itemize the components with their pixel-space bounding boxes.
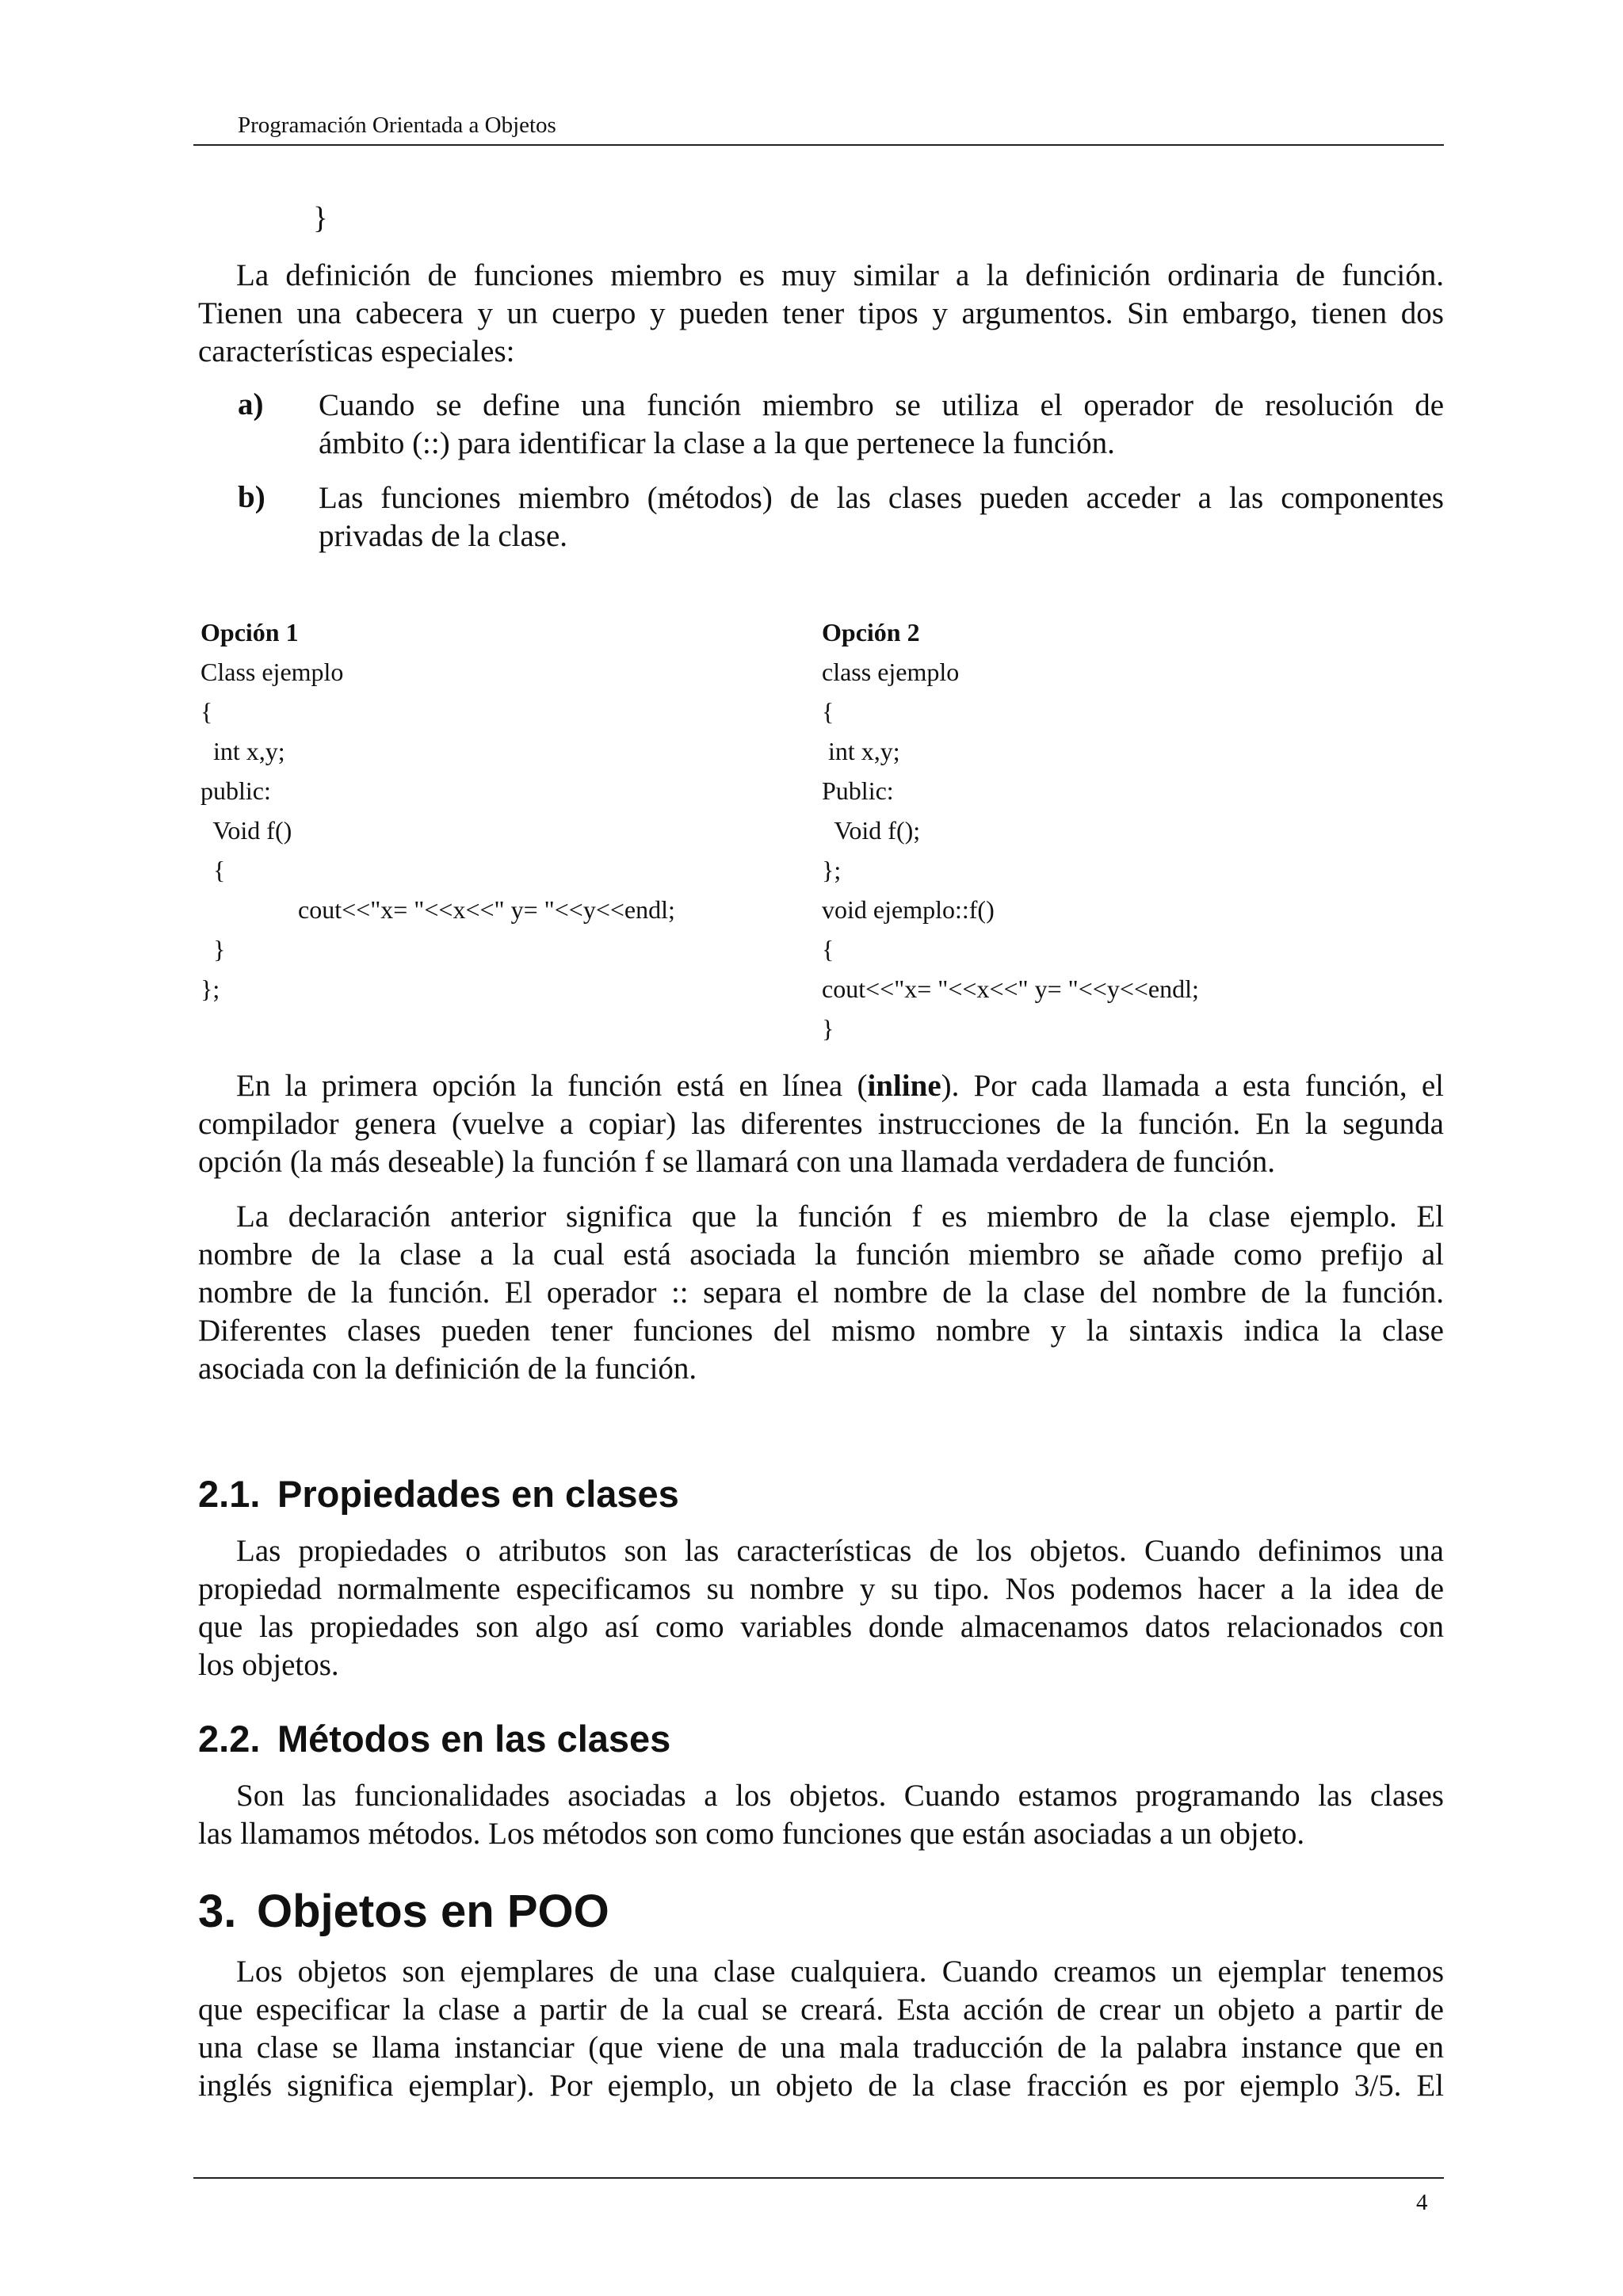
option1-code-line: { [200,697,213,726]
list-label-b: b) [238,480,265,514]
section-number: 2.1. [198,1473,261,1515]
section-line: los objetos. [198,1648,339,1682]
inline-line-end: ). Por cada llamada a esta función, el [941,1069,1444,1103]
footer-rule [193,2177,1444,2179]
intro-line: Tienen una cabecera y un cuerpo y pueden tener tipos y argumentos. Sin embargo, tienen dos [198,296,1444,330]
option2-code-line: } [822,1014,834,1043]
inline-line [198,1067,1444,1105]
inline-line-start: En la primera opción la función está en línea ( [236,1069,868,1103]
list-item-a [319,387,1444,463]
option2-code-line: cout<<"x= "<<x<<" y= "<<y<<endl; [822,974,1199,1003]
option1-code-line: Class ejemplo [200,658,344,686]
section-title: Métodos en las clases [277,1718,671,1760]
section-3-paragraph [198,1953,1444,2105]
option1-code-line: int x,y; [200,737,285,765]
option1-label: Opción 1 [200,618,299,646]
declaration-line: La declaración anterior significa que la función f es miembro de la clase ejemplo. El [236,1199,1444,1234]
list-line: Cuando se define una función miembro se utiliza el operador de resolución de [319,388,1444,422]
option2-code-line: { [822,697,834,726]
intro-line: La definición de funciones miembro es muy similar a la definición ordinaria de función. [236,258,1444,292]
declaration-line: Diferentes clases pueden tener funciones del mismo nombre y la sintaxis indica la clase [198,1314,1444,1348]
declaration-paragraph [198,1198,1444,1388]
declaration-line: nombre de la función. El operador :: separa el nombre de la clase del nombre de la función. [198,1276,1444,1310]
section-line: inglés significa ejemplar). Por ejemplo, un objeto de la clase fracción es por ejemplo 3/5. El [198,2069,1444,2103]
option2-code-line: { [822,935,834,963]
option1-code-line: cout<<"x= "<<x<<" y= "<<y<<endl; [298,895,675,924]
intro-paragraph [198,257,1444,371]
option1-code-line: } [200,935,226,963]
section-3-heading [198,1885,609,1938]
option1-code-line: public: [200,776,271,805]
section-line: Las propiedades o atributos son las características de los objetos. Cuando definimos una [236,1534,1444,1568]
intro-line: características especiales: [198,334,515,368]
inline-paragraph [198,1067,1444,1181]
list-item-b [319,479,1444,555]
section-line: Los objetos son ejemplares de una clase cualquiera. Cuando creamos un ejemplar tenemos [236,1955,1444,1989]
list-line: privadas de la clase. [319,519,568,553]
section-line: que las propiedades son algo así como variables donde almacenamos datos relacionados con [198,1610,1444,1644]
declaration-line: asociada con la definición de la función. [198,1352,697,1386]
option2-code-line: int x,y; [822,737,900,765]
section-number: 3. [198,1886,237,1937]
option1-code-line: { [200,856,226,884]
section-line: Son las funcionalidades asociadas a los objetos. Cuando estamos programando las clases [236,1779,1444,1813]
section-2-1-paragraph [198,1532,1444,1684]
section-number: 2.2. [198,1718,261,1760]
section-line: propiedad normalmente especificamos su nombre y su tipo. Nos podemos hacer a la idea de [198,1572,1444,1606]
option1-code-line: Void f() [200,816,292,845]
option2-code-line: void ejemplo::f() [822,895,995,924]
header-rule [193,144,1444,146]
inline-line: compilador genera (vuelve a copiar) las diferentes instrucciones de la función. En la segunda [198,1107,1444,1141]
inline-keyword: inline [867,1069,941,1103]
option2-label: Opción 2 [822,618,920,646]
option2-code-line: class ejemplo [822,658,960,686]
section-line: que especificar la clase a partir de la cual se creará. Esta acción de crear un objeto a partir de [198,1993,1444,2027]
option2-code-line: }; [822,856,842,884]
section-line: una clase se llama instanciar (que viene de una mala traducción de la palabra instance que en [198,2031,1444,2065]
inline-line: opción (la más deseable) la función f se llamará con una llamada verdadera de función. [198,1145,1275,1179]
page-number: 4 [1416,2190,1428,2215]
list-line: ámbito (::) para identificar la clase a la que pertenece la función. [319,426,1115,460]
section-2-1-heading [198,1472,679,1516]
section-2-2-paragraph [198,1777,1444,1853]
running-header: Programación Orientada a Objetos [238,113,556,138]
option2-code-line: Void f(); [822,816,921,845]
option2-code-line: Public: [822,776,894,805]
list-label-a: a) [238,387,264,421]
declaration-line: nombre de la clase a la cual está asociada la función miembro se añade como prefijo al [198,1238,1444,1272]
section-2-2-heading [198,1717,670,1760]
section-title: Propiedades en clases [277,1473,679,1515]
section-title: Objetos en POO [257,1886,609,1937]
closing-brace: } [313,201,328,235]
option1-code-line: }; [200,974,220,1003]
section-line: las llamamos métodos. Los métodos son como funciones que están asociadas a un objeto. [198,1817,1305,1851]
list-line: Las funciones miembro (métodos) de las clases pueden acceder a las componentes [319,481,1444,515]
